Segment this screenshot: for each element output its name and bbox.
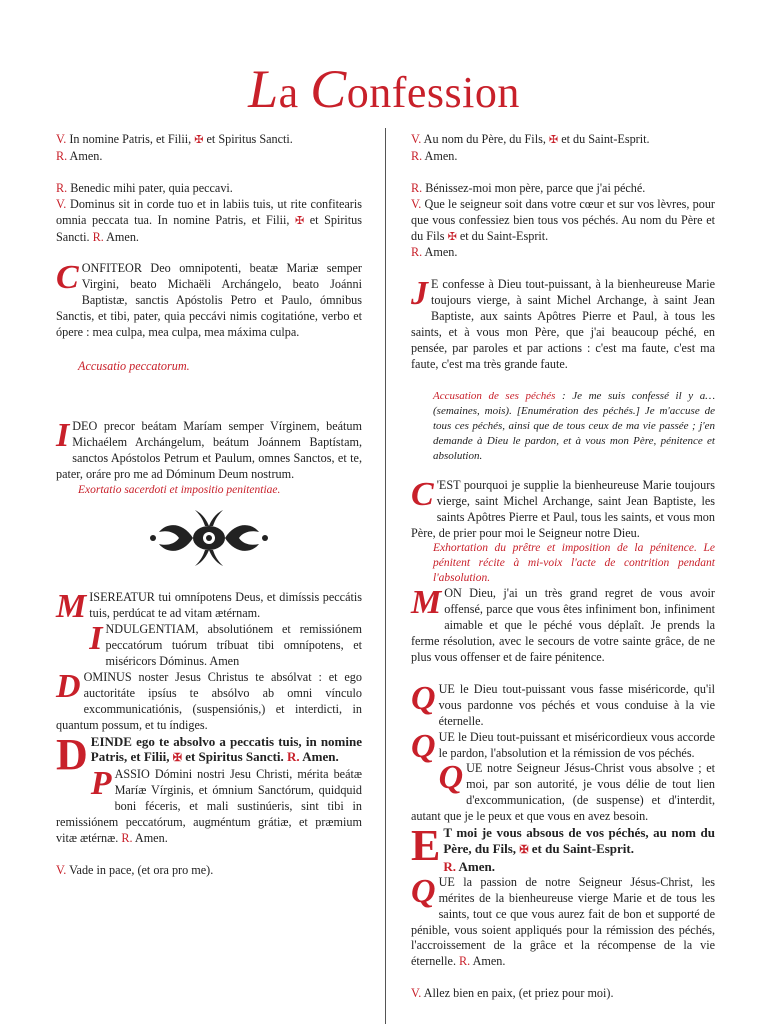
cross-icon: ✠ (294, 214, 305, 227)
versicle (411, 132, 715, 149)
response (411, 859, 715, 875)
text-run: V. (411, 196, 422, 211)
title-text: a (278, 68, 311, 117)
drop-cap: C (56, 259, 79, 297)
rubric: Exhortation du prêtre et imposition de la pénitence. Le pénitent récite à mi-voix l'acte de contrition pendant l'absolution. (433, 542, 715, 585)
text-run: Dominus sit in corde tuo et in labiis tuis, ut rite confitearis omnia peccata tua. In nomine Patris, et Filii, (56, 196, 362, 227)
text-run: et du Saint-Esprit. (456, 228, 549, 243)
cross-icon: ✠ (548, 134, 559, 146)
text-run: R. (287, 749, 300, 765)
text-run: et Spiritus Sancti. (181, 749, 288, 765)
response (411, 245, 715, 261)
text-run: R. (411, 245, 423, 260)
absolution-formula (56, 729, 362, 779)
text-run: In nomine Patris, et Filii, (66, 132, 195, 146)
text-run: Au nom du Père, du Fils, (421, 132, 549, 146)
text-run: UE la passion de notre Seigneur Jésus-Christ, les mérites de la bienheureuse vierge Marie et de tous les saints, tout ce que vous aurez fait de bon et supporté de pénible, vous soient appliqués pour la rémission des péchés, l'accroissement de la grâce et la récompense de la vie éternelle. (411, 874, 715, 969)
text-run: ISEREATUR tui omnípotens Deus, et dimíssis peccátis tuis, perdúcat te ad vitam ætérnam. (89, 590, 362, 621)
text-run: Amen. (132, 831, 168, 845)
latin-column (56, 132, 362, 879)
text-run: ASSIO Dómini nostri Jesu Christi, mérita beátæ Maríæ Vírginis, et ómnium Sanctórum, quidquid boni féceris, et mali sustinúeris, sint tibi in remissiónem peccatórum, augméntum grátiæ, et præmium vitæ ætérnæ. (56, 767, 362, 845)
text-run: Allez bien en paix, (et priez pour moi). (421, 986, 614, 1001)
text-run: et Spiritus Sancti. (203, 132, 293, 146)
text-run: R. (121, 831, 133, 845)
text-run: OMINUS noster Jesus Christus te absólvat : et ego auctoritáte ipsíus te absólvo ab omni vínculo excommunicatiónis, (suspensiónis,) et interdicti, in quantum possum, et tu índiges. (56, 669, 362, 732)
text-run: V. (56, 862, 67, 877)
rubric: Accusatio peccatorum. (78, 358, 190, 373)
text-run: Amen. (67, 148, 103, 163)
response (411, 149, 715, 165)
passio-paragraph (56, 767, 362, 847)
text-run: ONFITEOR Deo omnipotenti, beatæ Mariæ semper Virgini, beato Michaëli Archángelo, beato Joánni Baptistæ, sanctis Apóstolis Petro et Paulo, ómnibus Sanctis, et tibi, pater, quia peccávi nimis cogitatióne, verbo et ópere : mea culpa, mea culpa, mea máxima culpa. (56, 261, 362, 340)
dominus-paragraph (56, 667, 362, 734)
text-run: V. (56, 196, 67, 211)
ideo-paragraph (56, 416, 362, 483)
cest-paragraph (411, 475, 715, 542)
text-run: Amen. (458, 858, 496, 874)
confiteor-paragraph (411, 277, 715, 372)
drop-cap: J (411, 275, 428, 313)
text-run: E confesse à Dieu tout-puissant, à la bienheureuse Marie toujours vierge, à saint Michel Archange, à saint Jean Baptiste, aux saints Apôtres Pierre et Paul, à tous les saints, et à vous mon Père, que j'ai beaucoup péché, en pensée, par paroles et par actions : c'est ma faute, c'est ma faute, c'est ma très grande faute. (411, 277, 715, 371)
column-divider (385, 128, 386, 1024)
drop-cap: D (56, 667, 81, 705)
text-run: Bénissez-moi mon père, parce que j'ai péché. (422, 180, 646, 195)
drop-cap: I (89, 620, 103, 658)
response (411, 181, 715, 197)
text-run: R. (92, 229, 104, 244)
versicle (56, 197, 362, 246)
rubric (411, 389, 715, 464)
text-run: et du Saint-Esprit. (528, 841, 634, 856)
response (56, 181, 362, 197)
text-run: V. (411, 132, 422, 146)
text-run: Amen. (470, 954, 506, 969)
title-text: onfession (346, 68, 520, 117)
text-run: Amen. (422, 148, 458, 163)
text-run: DEO precor beátam Maríam semper Vírginem, beátum Michaélem Archángelum, beátum Joánnem Baptístam, sanctos Apóstolos Petrum et Paulum, omnes Sanctos, et te, pater, oráre pro me ad Dóminum Deum nostrum. (56, 418, 362, 481)
cross-icon: ✠ (519, 844, 529, 856)
drop-cap: Q (411, 872, 436, 910)
text-run: UE notre Seigneur Jésus-Christ vous absolve ; et moi, par son autorité, je vous délie de tout lien d'excommunication, (de suspense) et d'interdit, autant que je le peux et que vous en avez besoin. (411, 761, 715, 824)
versicle (411, 986, 715, 1002)
text-run: R. (56, 180, 68, 195)
title-initial: C (310, 59, 347, 119)
text-run: Que le seigneur soit dans votre cœur et sur vos lèvres, pour que vous confessiez bien tous vos péchés. Au nom du Père et du Fils (411, 196, 715, 243)
misereatur-paragraph (56, 588, 362, 626)
cross-icon: ✠ (194, 134, 204, 146)
response (56, 149, 362, 165)
text-run: et du Saint-Esprit. (558, 132, 650, 146)
indulgentiam-paragraph (411, 727, 715, 765)
versicle (411, 197, 715, 246)
page-title (0, 58, 768, 120)
drop-cap: C (411, 475, 434, 513)
text-run: T moi je vous absous de vos péchés, au nom du Père, du Fils, (443, 825, 715, 856)
drop-cap: Q (438, 759, 464, 797)
drop-cap: E (411, 821, 441, 871)
text-run: UE le Dieu tout-puissant et miséricordieux vous accorde le pardon, l'absolution et la rémission de vos péchés. (438, 729, 715, 760)
confiteor-paragraph (56, 261, 362, 341)
dominus-paragraph (411, 761, 715, 825)
text-run: V. (411, 986, 422, 1001)
text-run: ON Dieu, j'ai un très grand regret de vous avoir offensé, parce que vous êtes infiniment bon, infiniment aimable et que le péché vous déplaît. Je prends la ferme résolution, avec le secours de votre sainte grâce, de ne plus vous offenser et de faire pénitence. (411, 586, 715, 665)
drop-cap: Q (411, 679, 436, 717)
drop-cap: M (411, 584, 442, 622)
text-run: R. (411, 148, 423, 163)
versicle (56, 863, 362, 879)
drop-cap: I (56, 416, 70, 454)
indulgentiam-paragraph (56, 622, 362, 670)
text-run: Accusation de ses péchés (433, 389, 556, 402)
text-run: Amen. (302, 749, 339, 765)
text-run: UE le Dieu tout-puissant vous fasse miséricorde, qu'il vous pardonne vos péchés et vous conduise à la vie éternelle. (438, 681, 715, 728)
versicle (56, 132, 362, 149)
drop-cap: Q (411, 727, 436, 765)
text-run: Vade in pace, (et ora pro me). (66, 862, 214, 877)
text-run: R. (459, 954, 471, 969)
drop-cap: D (56, 729, 88, 779)
text-run: Amen. (103, 229, 139, 244)
french-column (411, 132, 715, 1002)
passio-paragraph (411, 872, 715, 970)
cross-icon: ✠ (172, 752, 182, 765)
text-run: Amen. (422, 245, 458, 260)
text-run: R. (56, 148, 68, 163)
text-run: NDULGENTIAM, absolutiónem et remissiónem peccatórum tuórum tríbuat tibi omnípotens, et miséricors Dóminus. Amen (105, 622, 362, 669)
drop-cap: M (56, 588, 87, 626)
rubric: Exortatio sacerdoti et impositio penitentiae. (78, 483, 281, 496)
cross-icon: ✠ (447, 230, 457, 243)
contrition-paragraph (411, 586, 715, 666)
text-run: et Spiritus Sancti. (56, 212, 362, 244)
text-run: : Je me suis confessé il y a… (semaines, mois). [Enumération des péchés.] Je m'accuse de tous ces péchés, ainsi que de tous ceux de ma vie passée ; j'en demande à Dieu le pardon, et à vous mon Père, pénitence et absolution. (433, 389, 715, 462)
text-run: 'EST pourquoi je supplie la bienheureuse Marie toujours vierge, saint Michel Archange, saint Jean Baptiste, les saints Apôtres Pierre et Paul, tous les saints, et vous mon Père, de prier pour moi le Seigneur notre Dieu. (411, 477, 715, 540)
title-initial: L (248, 59, 279, 119)
text-run: EINDE ego te absolvo a peccatis tuis, in nomine Patris, et Filii, (90, 733, 362, 765)
text-run: V. (56, 132, 67, 146)
floral-ornament-icon (149, 508, 269, 568)
drop-cap: P (90, 765, 112, 803)
text-run: R. (443, 858, 456, 874)
text-run: Benedic mihi pater, quia peccavi. (67, 180, 233, 195)
misereatur-paragraph (411, 679, 715, 730)
text-run: R. (411, 180, 423, 195)
